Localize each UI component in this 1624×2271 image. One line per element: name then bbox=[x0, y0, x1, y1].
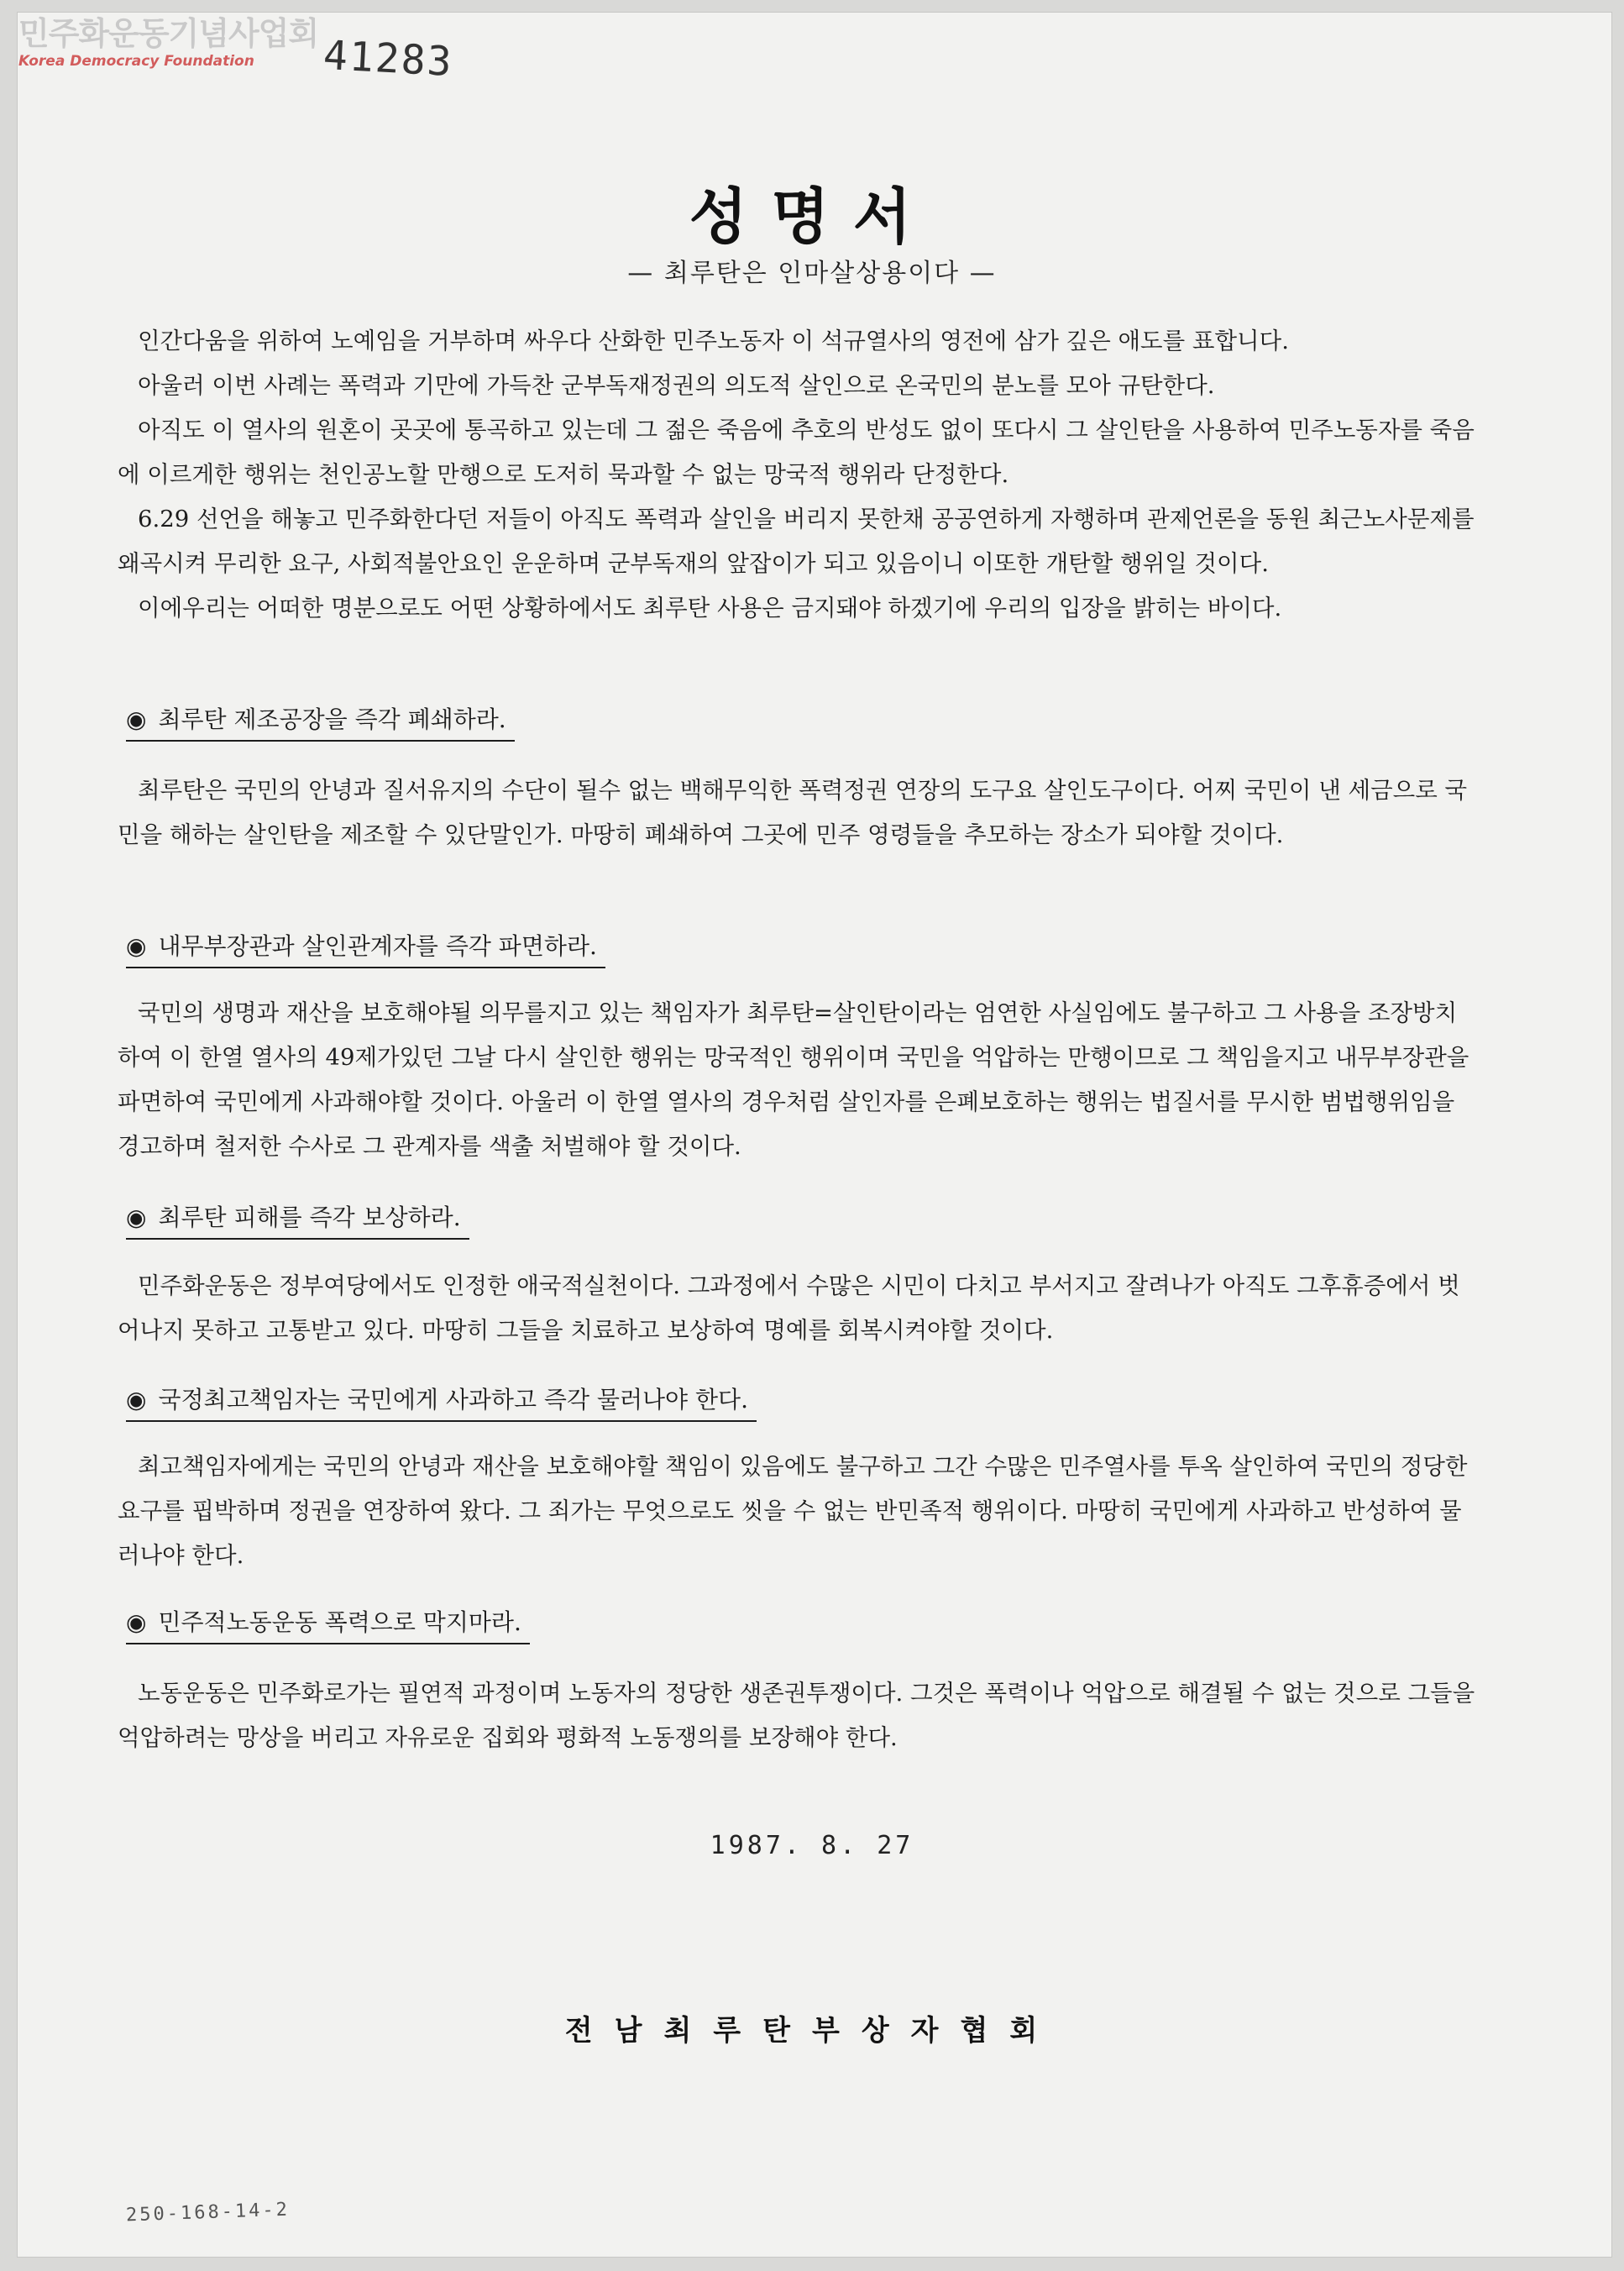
demand-heading bbox=[126, 1604, 530, 1644]
demand-body-text: 국민의 생명과 재산을 보호해야될 의무를지고 있는 책임자가 최루탄=살인탄이라는 엄연한 사실임에도 불구하고 그 사용을 조장방치하여 이 한열 열사의 49제가있던 그날 다시 살인한 행위는 망국적인 행위이며 국민을 억압하는 만행이므로 그 책임을지고 내무부장관을 파면하여 국민에게 사과해야할 것이다. 아울러 이 한열 열사의 경우처럼 살인자를 은폐보호하는 행위는 법질서를 무시한 범법행위임을 경고하며 철저한 수사로 그 관계자를 색출 처벌해야 할 것이다. bbox=[118, 999, 1469, 1160]
demand-heading-text: 최루탄 제조공장을 즉각 폐쇄하라. bbox=[158, 705, 506, 733]
bullet-icon: ◉ bbox=[126, 705, 147, 733]
demand-heading bbox=[126, 1199, 469, 1240]
intro-paragraph: 아울러 이번 사례는 폭력과 기만에 가득찬 군부독재정권의 의도적 살인으로 온국민의 분노를 모아 규탄한다. bbox=[138, 372, 1215, 399]
intro-paragraph: 6.29 선언을 해놓고 민주화한다던 저들이 아직도 폭력과 살인을 버리지 못한채 공공연하게 자행하며 관제언론을 동원 최근노사문제를 왜곡시켜 무리한 요구, 사회적불안요인 운운하며 군부독재의 앞잡이가 되고 있음이니 이또한 개탄할 행위일 것이다. bbox=[118, 506, 1475, 577]
document-subtitle: — 최루탄은 인마살상용이다 — bbox=[627, 259, 997, 288]
demand-heading-text: 국정최고책임자는 국민에게 사과하고 즉각 물러나야 한다. bbox=[158, 1386, 748, 1413]
watermark-logo bbox=[18, 15, 318, 71]
document-date: 1987. 8. 27 bbox=[710, 1831, 914, 1860]
handwritten-number: 41283 bbox=[322, 31, 454, 87]
intro-paragraph: 아직도 이 열사의 원혼이 곳곳에 통곡하고 있는데 그 젊은 죽음에 추호의 반성도 없이 또다시 그 살인탄을 사용하여 민주노동자를 죽음에 이르게한 행위는 천인공노할 만행으로 도저히 묵과할 수 없는 망국적 행위라 단정한다. bbox=[118, 417, 1475, 488]
demand-body-text: 노동운동은 민주화로가는 필연적 과정이며 노동자의 정당한 생존권투쟁이다. 그것은 폭력이나 억압으로 해결될 수 없는 것으로 그들을 억압하려는 망상을 버리고 자유로운 집회와 평화적 노동쟁의를 보장해야 한다. bbox=[118, 1680, 1475, 1751]
demand-body bbox=[118, 991, 1478, 1169]
bullet-icon: ◉ bbox=[126, 1608, 147, 1636]
demand-body bbox=[118, 1445, 1478, 1578]
handwritten-archive-code: 250-168-14-2 bbox=[125, 2199, 291, 2226]
demand-body bbox=[118, 1671, 1478, 1760]
demand-body-text: 최루탄은 국민의 안녕과 질서유지의 수단이 될수 없는 백해무익한 폭력정권 연장의 도구요 살인도구이다. 어찌 국민이 낸 세금으로 국민을 해하는 살인탄을 제조할 수 있단말인가. 마땅히 폐쇄하여 그곳에 민주 영령들을 추모하는 장소가 되야할 것이다. bbox=[118, 777, 1468, 848]
intro-paragraphs bbox=[118, 319, 1478, 631]
intro-paragraph: 이에우리는 어떠한 명분으로도 어떤 상황하에서도 최루탄 사용은 금지돼야 하겠기에 우리의 입장을 밝히는 바이다. bbox=[138, 595, 1282, 622]
bullet-icon: ◉ bbox=[126, 1386, 147, 1413]
demand-heading-text: 민주적노동운동 폭력으로 막지마라. bbox=[158, 1608, 521, 1636]
watermark-english: Korea Democracy Foundation bbox=[18, 53, 254, 70]
demand-heading bbox=[126, 928, 605, 968]
signing-organization: 전남최루탄부상자협회 bbox=[564, 2014, 1060, 2048]
demand-heading bbox=[126, 701, 515, 742]
demand-body bbox=[118, 1264, 1478, 1353]
intro-paragraph: 인간다움을 위하여 노예임을 거부하며 싸우다 산화한 민주노동자 이 석규열사의 영전에 삼가 깊은 애도를 표합니다. bbox=[138, 328, 1289, 354]
document-title: 성명서 bbox=[689, 181, 935, 252]
watermark-korean: 민주화운동기념사업회 bbox=[18, 15, 319, 52]
bullet-icon: ◉ bbox=[126, 932, 147, 960]
demand-body bbox=[118, 768, 1478, 858]
demand-body-text: 민주화운동은 정부여당에서도 인정한 애국적실천이다. 그과정에서 수많은 시민이 다치고 부서지고 잘려나가 아직도 그후휴증에서 벗어나지 못하고 고통받고 있다. 마땅히 그들을 치료하고 보상하여 명예를 회복시켜야할 것이다. bbox=[118, 1272, 1460, 1344]
demand-heading bbox=[126, 1382, 757, 1422]
bullet-icon: ◉ bbox=[126, 1204, 147, 1231]
demand-heading-text: 내무부장관과 살인관계자를 즉각 파면하라. bbox=[158, 932, 597, 960]
demand-body-text: 최고책임자에게는 국민의 안녕과 재산을 보호해야할 책임이 있음에도 불구하고 그간 수많은 민주열사를 투옥 살인하여 국민의 정당한 요구를 핍박하며 정권을 연장하여 왔다. 그 죄가는 무엇으로도 씻을 수 없는 반민족적 행위이다. 마땅히 국민에게 사과하고 반성하여 물러나야 한다. bbox=[118, 1453, 1468, 1569]
demand-heading-text: 최루탄 피해를 즉각 보상하라. bbox=[158, 1204, 461, 1231]
